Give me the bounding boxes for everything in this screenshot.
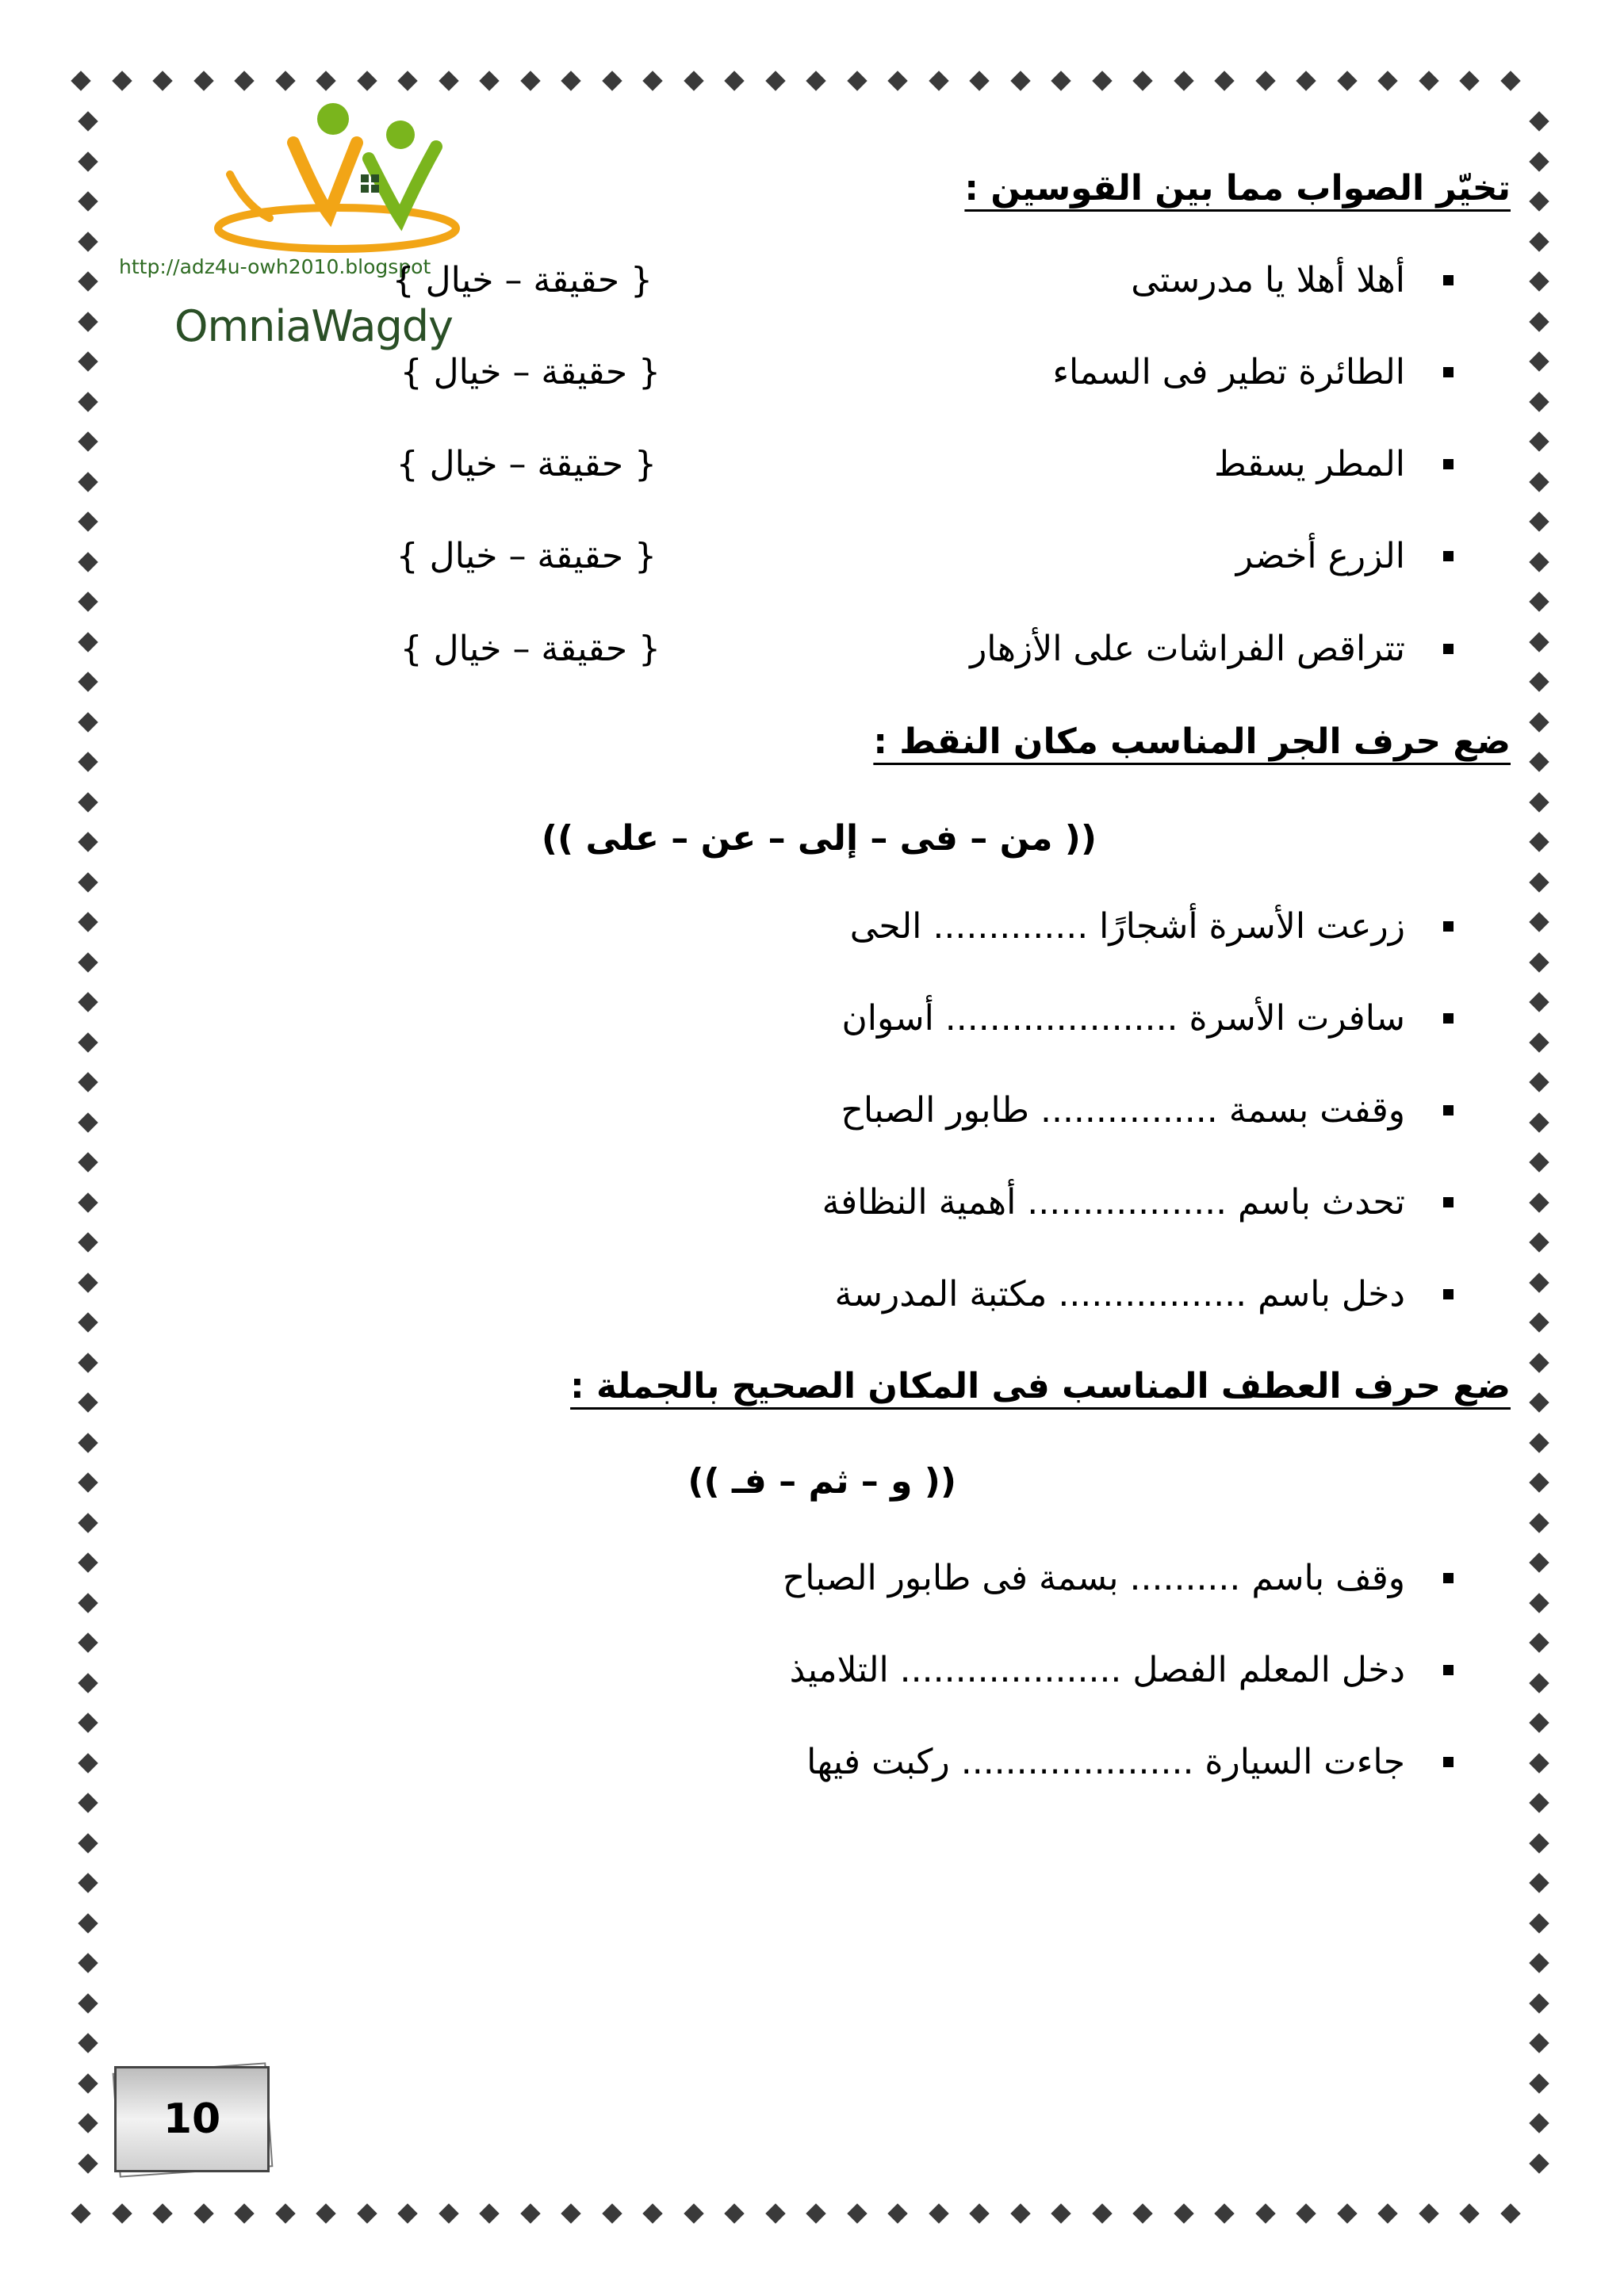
border-diamond <box>78 2073 98 2093</box>
item-text: أهلا أهلا يا مدرستى <box>1131 260 1405 300</box>
item-text: الزرع أخضر <box>1235 536 1405 576</box>
border-diamond <box>1214 2203 1234 2223</box>
logo-url: http://adz4u-owh2010.blogspot <box>119 255 431 278</box>
border-diamond <box>78 1433 98 1452</box>
border-diamond <box>1529 191 1549 211</box>
border-diamond <box>1529 1232 1549 1252</box>
border-diamond <box>969 71 989 90</box>
border-top <box>74 74 1544 88</box>
border-diamond <box>357 2203 377 2223</box>
border-diamond <box>397 2203 417 2223</box>
border-diamond <box>78 712 98 732</box>
border-diamond <box>112 2203 132 2223</box>
border-diamond <box>78 832 98 851</box>
border-diamond <box>1529 1152 1549 1172</box>
item-text: دخل المعلم الفصل .................... التلاميذ <box>789 1650 1405 1690</box>
border-diamond <box>78 111 98 131</box>
bullet-icon <box>1443 551 1454 561</box>
logo-name: OmniaWagdy <box>174 301 453 351</box>
border-diamond <box>1529 111 1549 131</box>
border-diamond <box>78 591 98 611</box>
section1-item <box>970 629 1454 669</box>
border-diamond <box>78 1953 98 1973</box>
border-diamond <box>1529 392 1549 411</box>
border-diamond <box>1529 1552 1549 1572</box>
border-diamond <box>1529 2033 1549 2053</box>
border-diamond <box>1529 1833 1549 1853</box>
bullet-icon <box>1443 644 1454 654</box>
border-diamond <box>1529 351 1549 371</box>
border-diamond <box>1529 752 1549 771</box>
site-logo <box>119 87 452 373</box>
border-diamond <box>1529 952 1549 972</box>
border-diamond <box>1529 832 1549 851</box>
border-diamond <box>1529 232 1549 251</box>
border-diamond <box>1529 1392 1549 1412</box>
border-diamond <box>1529 312 1549 331</box>
border-diamond <box>78 151 98 171</box>
border-diamond <box>78 1793 98 1812</box>
border-diamond <box>642 2203 662 2223</box>
border-diamond <box>1092 2203 1112 2223</box>
section2-item <box>834 1274 1454 1314</box>
border-diamond <box>78 1312 98 1332</box>
bullet-icon <box>1443 1757 1454 1767</box>
border-diamond <box>71 2203 90 2223</box>
border-diamond <box>1459 71 1479 90</box>
border-diamond <box>1529 1913 1549 1933</box>
border-diamond <box>78 952 98 972</box>
border-diamond <box>78 1753 98 1773</box>
border-diamond <box>1132 2203 1152 2223</box>
section3-heading: ضع حرف العطف المناسب فى المكان الصحيح بالجملة : <box>570 1366 1511 1406</box>
border-diamond <box>724 71 744 90</box>
border-diamond <box>78 1593 98 1613</box>
item-text: دخل باسم ................. مكتبة المدرسة <box>834 1274 1405 1314</box>
border-diamond <box>1529 511 1549 531</box>
border-diamond <box>78 752 98 771</box>
border-diamond <box>78 872 98 892</box>
border-diamond <box>1255 71 1275 90</box>
border-diamond <box>1337 71 1357 90</box>
border-diamond <box>1529 1953 1549 1973</box>
border-diamond <box>1010 2203 1030 2223</box>
bullet-icon <box>1443 1665 1454 1675</box>
border-diamond <box>1529 552 1549 572</box>
border-diamond <box>1529 1793 1549 1812</box>
border-right <box>1532 114 1546 2196</box>
bullet-icon <box>1443 275 1454 285</box>
border-diamond <box>78 1353 98 1372</box>
bullet-icon <box>1443 1013 1454 1024</box>
border-diamond <box>78 511 98 531</box>
border-diamond <box>969 2203 989 2223</box>
border-diamond <box>78 392 98 411</box>
border-diamond <box>78 1632 98 1652</box>
border-diamond <box>520 2203 540 2223</box>
bullet-icon <box>1443 921 1454 932</box>
border-diamond <box>78 1873 98 1892</box>
section2-item <box>822 1182 1454 1223</box>
border-diamond <box>234 2203 254 2223</box>
section1-heading: تخيّر الصواب مما بين القوسين : <box>964 168 1511 209</box>
section2-item <box>850 906 1454 947</box>
border-diamond <box>78 1192 98 1212</box>
border-diamond <box>1459 2203 1479 2223</box>
border-diamond <box>78 1993 98 2013</box>
border-diamond <box>78 472 98 492</box>
border-diamond <box>275 2203 295 2223</box>
border-diamond <box>78 1152 98 1172</box>
border-diamond <box>78 992 98 1012</box>
item-text: وقفت بسمة ................ طابور الصباح <box>841 1090 1405 1131</box>
border-diamond <box>78 1673 98 1693</box>
border-diamond <box>1377 71 1397 90</box>
border-diamond <box>1174 71 1193 90</box>
border-diamond <box>1529 1032 1549 1052</box>
border-diamond <box>152 2203 172 2223</box>
border-diamond <box>806 2203 825 2223</box>
truth-fantasy-choice: { حقيقة – خيال } <box>400 352 661 392</box>
border-diamond <box>1529 1353 1549 1372</box>
item-text: جاءت السيارة ..................... ركبت فيها <box>806 1742 1405 1782</box>
border-diamond <box>193 2203 213 2223</box>
section1-item <box>1131 260 1454 300</box>
border-diamond <box>1529 2153 1549 2173</box>
border-diamond <box>1500 71 1520 90</box>
border-diamond <box>1500 2203 1520 2223</box>
border-diamond <box>78 191 98 211</box>
border-diamond <box>78 1712 98 1732</box>
border-diamond <box>78 1472 98 1492</box>
border-diamond <box>887 2203 907 2223</box>
border-diamond <box>847 2203 867 2223</box>
border-diamond <box>78 1032 98 1052</box>
border-diamond <box>1051 2203 1071 2223</box>
border-diamond <box>1529 1472 1549 1492</box>
border-diamond <box>847 71 867 90</box>
border-diamond <box>78 1913 98 1933</box>
border-diamond <box>78 232 98 251</box>
item-text: تحدث باسم .................. أهمية النظافة <box>822 1182 1405 1223</box>
item-text: تتراقص الفراشات على الأزهار <box>970 629 1405 669</box>
border-diamond <box>78 1072 98 1092</box>
section1-item <box>1214 444 1454 484</box>
border-diamond <box>1529 1312 1549 1332</box>
section3-options: (( و – ثم – فـ )) <box>688 1461 956 1502</box>
border-diamond <box>1214 71 1234 90</box>
border-diamond <box>78 312 98 331</box>
border-diamond <box>1529 2073 1549 2093</box>
border-diamond <box>1132 71 1152 90</box>
border-diamond <box>1529 1712 1549 1732</box>
border-diamond <box>78 552 98 572</box>
border-diamond <box>1051 71 1071 90</box>
border-diamond <box>1337 2203 1357 2223</box>
item-text: المطر يسقط <box>1214 444 1405 484</box>
border-diamond <box>78 912 98 932</box>
border-diamond <box>1529 672 1549 691</box>
border-diamond <box>479 2203 499 2223</box>
section2-item <box>841 998 1454 1039</box>
border-diamond <box>1529 1753 1549 1773</box>
border-diamond <box>78 271 98 291</box>
border-diamond <box>1529 912 1549 932</box>
truth-fantasy-choice: { حقيقة – خيال } <box>396 444 657 484</box>
border-diamond <box>1529 1192 1549 1212</box>
border-diamond <box>1529 1673 1549 1693</box>
border-diamond <box>439 2203 458 2223</box>
border-diamond <box>724 2203 744 2223</box>
border-diamond <box>1529 872 1549 892</box>
border-diamond <box>602 71 622 90</box>
border-diamond <box>1296 2203 1316 2223</box>
border-diamond <box>78 2153 98 2173</box>
border-diamond <box>1529 712 1549 732</box>
border-diamond <box>561 2203 580 2223</box>
border-diamond <box>1529 1072 1549 1092</box>
bullet-icon <box>1443 367 1454 377</box>
item-text: سافرت الأسرة ..................... أسوان <box>841 998 1405 1039</box>
border-diamond <box>1529 151 1549 171</box>
border-diamond <box>1529 472 1549 492</box>
border-diamond <box>1529 2113 1549 2133</box>
border-diamond <box>1529 1513 1549 1533</box>
truth-fantasy-choice: { حقيقة – خيال } <box>396 536 657 576</box>
border-diamond <box>1529 591 1549 611</box>
border-diamond <box>1529 1632 1549 1652</box>
border-diamond <box>1296 71 1316 90</box>
border-diamond <box>78 1392 98 1412</box>
bullet-icon <box>1443 1573 1454 1583</box>
border-diamond <box>78 1833 98 1853</box>
border-diamond <box>1255 2203 1275 2223</box>
border-diamond <box>1529 792 1549 812</box>
border-diamond <box>1010 71 1030 90</box>
border-diamond <box>684 71 703 90</box>
border-diamond <box>1529 1873 1549 1892</box>
border-diamond <box>1529 632 1549 652</box>
border-diamond <box>929 2203 948 2223</box>
bullet-icon <box>1443 1289 1454 1299</box>
section1-item <box>1052 352 1454 392</box>
border-diamond <box>806 71 825 90</box>
border-diamond <box>78 2033 98 2053</box>
item-text: زرعت الأسرة أشجارًا .............. الحى <box>849 906 1405 947</box>
border-diamond <box>78 632 98 652</box>
border-diamond <box>1092 71 1112 90</box>
family-logo-icon <box>198 87 460 262</box>
border-diamond <box>1529 992 1549 1012</box>
border-diamond <box>78 351 98 371</box>
border-diamond <box>78 672 98 691</box>
border-diamond <box>78 1232 98 1252</box>
truth-fantasy-choice: { حقيقة – خيال } <box>400 629 661 669</box>
border-diamond <box>78 1112 98 1132</box>
bullet-icon <box>1443 459 1454 469</box>
border-diamond <box>602 2203 622 2223</box>
bullet-icon <box>1443 1197 1454 1207</box>
border-diamond <box>1529 1112 1549 1132</box>
border-diamond <box>71 71 90 90</box>
page-number-box <box>111 2063 274 2174</box>
section2-options: (( من – فى – إلى – عن – على )) <box>541 818 1097 859</box>
border-diamond <box>520 71 540 90</box>
item-text: الطائرة تطير فى السماء <box>1052 352 1405 392</box>
section3-item <box>806 1742 1454 1782</box>
border-diamond <box>1529 1272 1549 1292</box>
border-diamond <box>765 71 785 90</box>
border-diamond <box>479 71 499 90</box>
border-diamond <box>1419 71 1438 90</box>
section2-heading: ضع حرف الجر المناسب مكان النقط : <box>873 721 1511 762</box>
section1-item <box>1236 536 1454 576</box>
border-diamond <box>78 1552 98 1572</box>
border-diamond <box>1529 1593 1549 1613</box>
border-diamond <box>1529 431 1549 451</box>
border-diamond <box>78 792 98 812</box>
border-diamond <box>78 1513 98 1533</box>
section3-item <box>783 1558 1454 1598</box>
border-diamond <box>642 71 662 90</box>
border-diamond <box>1377 2203 1397 2223</box>
truth-fantasy-choice: { حقيقة – خيال } <box>392 260 653 300</box>
border-diamond <box>78 2113 98 2133</box>
bullet-icon <box>1443 1105 1454 1115</box>
section2-item <box>841 1090 1454 1131</box>
border-diamond <box>887 71 907 90</box>
border-diamond <box>316 2203 335 2223</box>
border-diamond <box>684 2203 703 2223</box>
border-diamond <box>1529 1993 1549 2013</box>
page-number: 10 <box>114 2066 270 2172</box>
border-diamond <box>1529 1433 1549 1452</box>
border-left <box>81 114 95 2196</box>
border-diamond <box>929 71 948 90</box>
border-diamond <box>1419 2203 1438 2223</box>
border-diamond <box>78 1272 98 1292</box>
border-diamond <box>765 2203 785 2223</box>
border-diamond <box>561 71 580 90</box>
border-bottom <box>74 2206 1544 2221</box>
item-text: وقف باسم .......... بسمة فى طابور الصباح <box>782 1558 1405 1598</box>
border-diamond <box>78 431 98 451</box>
border-diamond <box>1174 2203 1193 2223</box>
section3-item <box>790 1650 1454 1690</box>
border-diamond <box>1529 271 1549 291</box>
